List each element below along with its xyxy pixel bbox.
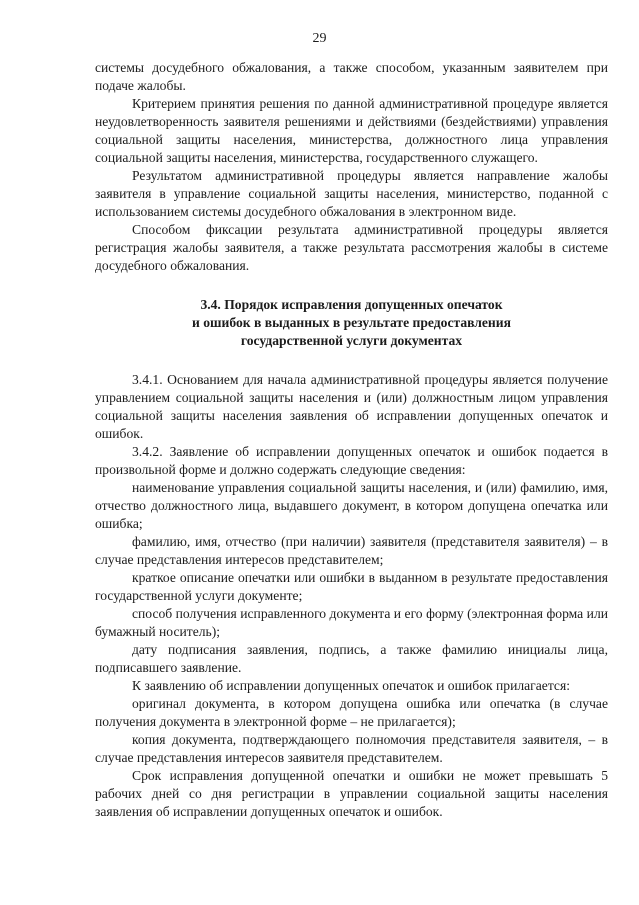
list-item: способ получения исправленного документа и его форму (электронная форма или бумажный носитель); [95, 606, 608, 639]
paragraph: Способом фиксации результата административной процедуры является регистрация жалобы заявителя, а также результата рассмотрения жалобы в системе досудебного обжалования. [95, 222, 608, 273]
list-item: наименование управления социальной защиты населения, и (или) фамилию, имя, отчество должностного лица, выдавшего документ, в котором допущена опечатка или ошибка; [95, 480, 608, 531]
paragraph: 3.4.1. Основанием для начала административной процедуры является получение управлением социальной защиты населения и (или) должностным лицом управления социальной защиты населения заявления об исправлении допущенных опечаток и ошибок. [95, 372, 608, 441]
section-heading [95, 296, 608, 350]
section-heading-line: 3.4. Порядок исправления допущенных опечаток [200, 297, 503, 312]
list-item: дату подписания заявления, подпись, а также фамилию инициалы лица, подписавшего заявление. [95, 642, 608, 675]
section-heading-line: государственной услуги документах [240, 333, 463, 348]
paragraph: Срок исправления допущенной опечатки и ошибки не может превышать 5 рабочих дней со дня регистрации в управлении социальной защиты населения заявления об исправлении допущенных опечаток и ошибок. [95, 768, 608, 819]
section-heading-line: и ошибок в выданных в результате предоставления [192, 315, 511, 330]
paragraph: Результатом административной процедуры является направление жалобы заявителя в управление социальной защиты населения, министерство, поданной с использованием системы досудебного обжалования в электронном виде. [95, 168, 608, 219]
paragraphs-after [95, 371, 608, 821]
paragraph: 3.4.2. Заявление об исправлении допущенных опечаток и ошибок подается в произвольной форме и должно содержать следующие сведения: [95, 444, 608, 477]
paragraph: Критерием принятия решения по данной административной процедуре является неудовлетворенность заявителя решениями и действиями (бездействиями) управления социальной защиты населения, министерства, должностного лица управления социальной защиты населения, министерства, государственного служащего. [95, 96, 608, 165]
list-item: фамилию, имя, отчество (при наличии) заявителя (представителя заявителя) – в случае представления интересов представителем; [95, 534, 608, 567]
list-item: оригинал документа, в котором допущена ошибка или опечатка (в случае получения документа в электронной форме – не прилагается); [95, 696, 608, 729]
paragraph: К заявлению об исправлении допущенных опечаток и ошибок прилагается: [132, 678, 570, 693]
paragraphs-before [95, 59, 608, 275]
page-number: 29 [312, 31, 327, 46]
paragraph: системы досудебного обжалования, а также способом, указанным заявителем при подаче жалобы. [95, 60, 608, 93]
list-item: краткое описание опечатки или ошибки в выданном в результате предоставления государственной услуги документе; [95, 570, 608, 603]
list-item: копия документа, подтверждающего полномочия представителя заявителя, – в случае представления интересов заявителя представителем. [95, 732, 608, 765]
document-body [95, 59, 608, 821]
